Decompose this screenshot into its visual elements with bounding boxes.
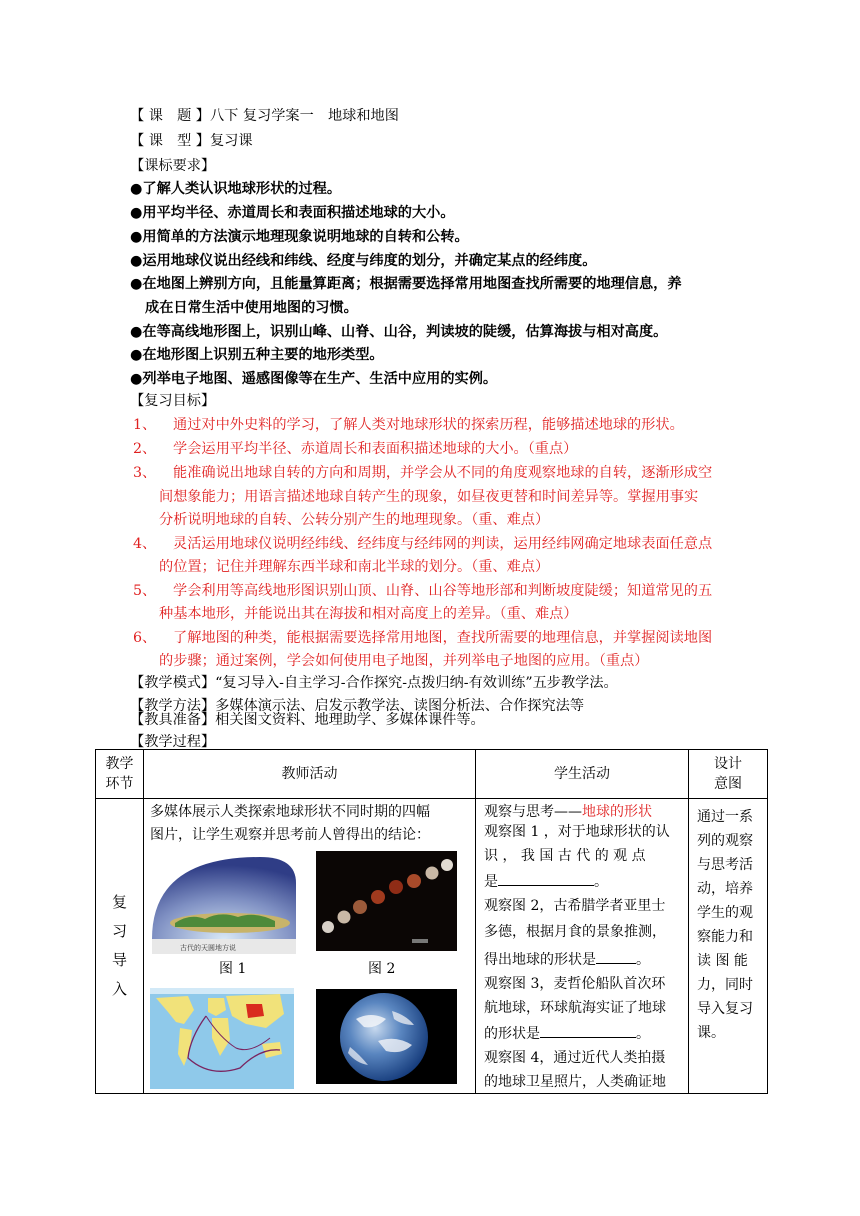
student-text: 航地球，环球航海实证了地球 — [484, 1000, 666, 1016]
method-value: 多媒体演示法、启发示教学法、读图分析法、合作探究法等 — [215, 698, 585, 714]
stage-char: 习 — [111, 922, 127, 940]
figure-2-image — [316, 851, 457, 951]
standard-item: ●在地图上辨别方向，且能量算距离；根据需要选择常用地图查找所需要的地理信息，养 — [130, 276, 682, 292]
student-text: 的形状是 — [484, 1026, 540, 1042]
goal-number: 6、 — [133, 630, 157, 646]
table-header-row — [96, 750, 768, 799]
end-mark: 。 — [636, 1026, 650, 1042]
figure-2-caption: 图 2 — [368, 961, 396, 977]
design-line: 察能力和 — [697, 929, 753, 945]
type-label: 【 课 型 】 — [130, 133, 210, 149]
design-cell — [689, 799, 768, 1094]
header-design-line2: 意图 — [714, 776, 742, 792]
goal-number: 5、 — [133, 583, 157, 599]
student-text: 的地球卫星照片，人类确证地 — [484, 1074, 666, 1090]
goal-text: 种基本地形，并能说出其在海拔和相对高度上的差异。（重、难点） — [159, 606, 578, 622]
student-heading-prefix: 观察与思考—— — [484, 804, 582, 820]
answer-blank-1[interactable] — [498, 871, 594, 886]
header-student: 学生活动 — [476, 750, 689, 799]
topic-value: 八下 复习学案一 地球和地图 — [209, 108, 399, 124]
design-line: 动，培养 — [697, 881, 753, 897]
header-design-line1: 设计 — [714, 756, 742, 772]
goal-text: 了解地图的种类，能根据需要选择常用地图，查找所需要的地理信息，并掌握阅读地图 — [173, 630, 713, 646]
standard-item: ●在地形图上识别五种主要的地形类型。 — [130, 347, 384, 363]
standard-item: ●列举电子地图、遥感图像等在生产、生活中应用的实例。 — [130, 371, 498, 387]
standard-item: ●用平均半径、赤道周长和表面积描述地球的大小。 — [130, 205, 455, 221]
header-teacher: 教师活动 — [144, 750, 476, 799]
goal-text: 通过对中外史料的学习，了解人类对地球形状的探索历程，能够描述地球的形状。 — [173, 417, 684, 433]
header-stage-line1: 教学 — [105, 756, 134, 772]
design-line: 学生的观 — [697, 905, 753, 921]
teacher-text: 图片，让学生观察并思考前人曾得出的结论： — [150, 827, 430, 843]
student-fill-line — [484, 871, 608, 891]
goal-text: 间想象能力；用语言描述地球自转产生的现象，如昼夜更替和时间差异等。掌握用事实 — [159, 489, 699, 505]
mode-line — [130, 674, 618, 692]
student-text: 识 ， 我 国 古 代 的 观 点 — [484, 848, 646, 864]
stage-char: 复 — [111, 893, 127, 911]
design-line: 列的观察 — [697, 833, 753, 849]
goal-text: 学会运用平均半径、赤道周长和表面积描述地球的大小。（重点） — [173, 441, 578, 457]
student-text: 多德，根据月食的景象推测， — [484, 924, 666, 940]
figure-3-image — [150, 988, 294, 1089]
method-label: 【教学方法】 — [130, 698, 216, 714]
goals-heading: 【复习目标】 — [130, 393, 216, 409]
student-text: 观察图 2，古希腊学者亚里士 — [484, 898, 666, 914]
figure-1-caption: 图 1 — [219, 961, 247, 977]
topic-label: 【 课 题 】 — [130, 108, 210, 124]
design-line: 读 图 能 — [697, 953, 748, 969]
type-value: 复习课 — [209, 133, 253, 149]
tools-line — [130, 711, 485, 729]
standards-heading: 【课标要求】 — [130, 158, 216, 174]
stage-char: 入 — [111, 980, 127, 998]
goal-number: 3、 — [133, 465, 157, 481]
goal-text: 学会利用等高线地形图识别山顶、山脊、山谷等地形部和判断坡度陡缓；知道常见的五 — [173, 583, 713, 599]
standard-item: ●在等高线地形图上，识别山峰、山脊、山谷，判读坡的陡缓，估算海拔与相对高度。 — [130, 324, 668, 340]
teacher-cell — [144, 799, 476, 1094]
mode-value: “复习导入-自主学习-合作探究-点拨归纳-有效训练”五步教学法。 — [215, 675, 618, 691]
standard-item: ●用简单的方法演示地理现象说明地球的自转和公转。 — [130, 229, 469, 245]
design-line: 导入复习 — [697, 1001, 753, 1017]
tools-value: 相关图文资料、地理助学、多媒体课件等。 — [215, 712, 485, 728]
teacher-text: 多媒体展示人类探索地球形状不同时期的四幅 — [150, 804, 430, 820]
student-heading — [484, 803, 652, 821]
figure-1-image — [150, 853, 296, 954]
design-line: 通过一系 — [697, 809, 753, 825]
design-line: 力，同时 — [697, 977, 753, 993]
type-line — [130, 132, 253, 150]
design-text — [697, 805, 753, 1045]
mode-label: 【教学模式】 — [130, 675, 216, 691]
student-text: 是 — [484, 874, 498, 890]
design-line: 课。 — [697, 1025, 725, 1041]
design-line: 与思考活 — [697, 857, 753, 873]
table-row — [96, 799, 768, 1094]
goal-text: 分析说明地球的自转、公转分别产生的地理现象。（重、难点） — [159, 512, 550, 528]
goal-number: 4、 — [133, 536, 157, 552]
student-fill-line — [484, 949, 650, 969]
goal-number: 1、 — [133, 417, 157, 433]
student-text: 得出地球的形状是 — [484, 952, 596, 968]
goal-text: 的步骤；通过案例，学会如何使用电子地图，并列举电子地图的应用。（重点） — [159, 653, 649, 669]
end-mark: 。 — [636, 952, 650, 968]
answer-blank-3[interactable] — [540, 1023, 636, 1038]
student-text: 观察图 4，通过近代人类拍摄 — [484, 1050, 666, 1066]
tools-label: 【教具准备】 — [130, 712, 216, 728]
goal-number: 2、 — [133, 441, 157, 457]
figure-1-inner-label: 古代的天圆地方说 — [180, 944, 236, 952]
header-design — [689, 750, 768, 799]
header-stage — [96, 750, 144, 799]
goal-text: 灵活运用地球仪说明经纬线、经纬度与经纬网的判读，运用经纬网确定地球表面任意点 — [173, 536, 713, 552]
student-text: 观察图 1 ，对于地球形状的认 — [484, 824, 670, 840]
figure-4-image — [316, 989, 457, 1084]
standard-item-continued: 成在日常生活中使用地图的习惯。 — [145, 300, 358, 316]
process-table — [95, 749, 768, 1094]
standard-item: ●运用地球仪说出经线和纬线、经度与纬度的划分，并确定某点的经纬度。 — [130, 253, 597, 269]
end-mark: 。 — [594, 874, 608, 890]
student-fill-line — [484, 1023, 650, 1043]
stage-cell — [96, 799, 144, 1094]
topic-line — [130, 107, 399, 125]
student-heading-highlight: 地球的形状 — [582, 804, 652, 820]
process-heading: 【教学过程】 — [130, 734, 216, 750]
standard-item: ●了解人类认识地球形状的过程。 — [130, 181, 342, 197]
goal-text: 的位置；记住并理解东西半球和南北半球的划分。（重、难点） — [159, 559, 550, 575]
student-text: 观察图 3，麦哲伦船队首次环 — [484, 976, 666, 992]
answer-blank-2[interactable] — [596, 949, 636, 964]
student-cell — [476, 799, 689, 1094]
header-stage-line2: 环节 — [105, 776, 134, 792]
stage-char: 导 — [111, 951, 127, 969]
goal-text: 能准确说出地球自转的方向和周期，并学会从不同的角度观察地球的自转，逐渐形成空 — [173, 465, 713, 481]
